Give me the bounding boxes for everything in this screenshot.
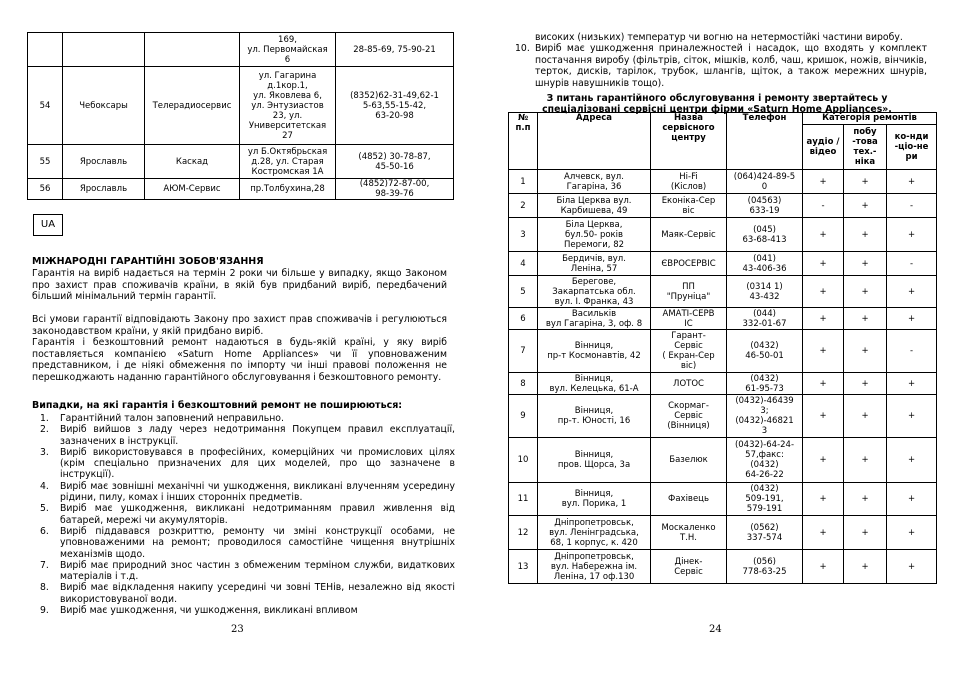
table-row [509,550,937,584]
cell-address: 169, ул. Первомайская 6 [240,33,336,67]
cell-c1: + [803,516,844,550]
cell-num: 9 [509,395,538,438]
cell-phone: (8352)62-31-49,62-1 5-63,55-15-42, 63-20-98 [336,67,454,145]
item-number: 10. [515,43,530,55]
cell-c1: - [803,194,844,218]
cell-c3: + [887,170,937,194]
cell-c1: + [803,276,844,308]
table-row [509,308,937,330]
table-row [509,194,937,218]
item-number: 9. [40,605,49,617]
cell-c2: + [844,438,887,483]
cell-company: АЮМ-Сервис [145,179,240,200]
cell-address: Вінниця, пр-т. Юності, 16 [538,395,651,438]
cell-phone: (045) 63-68-413 [727,218,803,252]
cell-address: Вінниця, пров. Щорса, 3а [538,438,651,483]
header-center-name: Назва сервісного центру [651,113,727,170]
cell-phone: (056) 778-63-25 [727,550,803,584]
list-item [32,503,455,526]
service-center-table-body [509,170,937,584]
item-text: високих (низьких) температур чи вогню на нетермостійкі частини виробу. [535,32,903,43]
header-num: № п.п [509,113,538,170]
item-text: Виріб має ушкодження, чи ушкодження, викликані впливом [60,605,358,617]
cell-num: 12 [509,516,538,550]
cell-c2: + [844,373,887,395]
service-center-table-ru [27,32,454,200]
cell-num: 7 [509,330,538,373]
cell-c3: + [887,516,937,550]
item-text: Виріб має ушкодження, викликані недотриманням правил живлення від батарей, мережі чи акумуляторів. [60,503,455,526]
item-number: 7. [40,559,49,571]
cell-num: 2 [509,194,538,218]
table-row [509,330,937,373]
table-row [509,395,937,438]
cell-address: Бердичів, вул. Леніна, 57 [538,252,651,276]
cell-phone: (04563) 633-19 [727,194,803,218]
cell-name: Дінек- Сервіс [651,550,727,584]
table-row [509,170,937,194]
cell-city: Чебоксары [63,67,145,145]
cell-c2: + [844,252,887,276]
table-row [509,276,937,308]
cell-address: Біла Церква, бул.50- років Перемоги, 82 [538,218,651,252]
cell-c3: + [887,218,937,252]
cell-name: ПП "Пруніца" [651,276,727,308]
cell-address: ул Б.Октябрьская д.28, ул. Старая Костромская 1А [240,145,336,179]
cell-phone: (0432) 61-95-73 [727,373,803,395]
cell-c3: + [887,483,937,516]
cell-company [145,33,240,67]
cell-c1: + [803,308,844,330]
cell-c1: + [803,438,844,483]
cell-c2: + [844,218,887,252]
service-center-table-ua [508,112,937,584]
cell-c3: + [887,373,937,395]
table-row [509,516,937,550]
cell-phone: (0562) 337-574 [727,516,803,550]
warranty-paragraph-1: Гарантія на виріб надається на термін 2 роки чи більше у випадку, якщо Законом про захист прав споживачів країни, в якій був придбаний виріб, передбачений більший мінімальний термін гарантії. [32,268,447,302]
cell-phone: (044) 332-01-67 [727,308,803,330]
header-address: Адреса [538,113,651,170]
cell-c2: + [844,395,887,438]
cell-address: ул. Гагарина д.1кор.1, ул. Яковлева 6, ул. Энтузиастов 23, ул. Университетская 27 [240,67,336,145]
cell-c3: - [887,252,937,276]
cell-phone: 28-85-69, 75-90-21 [336,33,454,67]
warranty-paragraph-3: Гарантія і безкоштовний ремонт надаються в будь-якій країні, у яку виріб поставляється компанією «Saturn Home Appliances» чи її уповноваженим представником, і де ніякі обмеження по імпорту чи інші правові положення не перешкоджають наданню гарантійного обслуговування і безкоштовного ремонту. [32,337,447,383]
cell-num: 3 [509,218,538,252]
list-item [32,560,455,583]
table-row [28,145,454,179]
list-item [32,447,455,481]
cell-address: пр.Толбухина,28 [240,179,336,200]
exclusions-title: Випадки, на які гарантія і безкоштовний ремонт не поширюються: [32,400,403,411]
cell-num [28,33,63,67]
warranty-paragraph-2: Всі умови гарантії відповідають Закону про захист прав споживачів і регулюються законодавством країни, у якій придбано виріб. [32,314,447,337]
cell-c3: - [887,194,937,218]
cell-c1: + [803,483,844,516]
cell-phone: (0432) 509-191, 579-191 [727,483,803,516]
cell-name: ЛОТОС [651,373,727,395]
cell-c1: + [803,550,844,584]
cell-name: ЄВРОСЕРВІС [651,252,727,276]
cell-name: Маяк-Сервіс [651,218,727,252]
cell-c1: + [803,218,844,252]
cell-name: АМАТІ-СЕРВ ІС [651,308,727,330]
item-text: Виріб має ушкодження приналежностей і насадок, що входять у комплект постачання виробу (фільтрів, сіток, мішків, колб, чаш, кришок, ножів, вінчиків, терток, дисків, тарілок, трубок, шлангів, щіток, а також мережних шнурів, шнурів навушників тощо). [535,43,927,89]
cell-phone: (4852) 30-78-87, 45-50-16 [336,145,454,179]
cell-c1: + [803,395,844,438]
list-item [32,481,455,504]
cell-c2: + [844,194,887,218]
cell-num: 5 [509,276,538,308]
section-title: МІЖНАРОДНІ ГАРАНТІЙНІ ЗОБОВ'ЯЗАННЯ [32,256,264,267]
cell-address: Вінниця, пр-т Космонавтів, 42 [538,330,651,373]
cell-city [63,33,145,67]
table-row [28,179,454,200]
language-badge: UA [33,214,63,236]
item-number: 8. [40,582,49,594]
cell-num: 13 [509,550,538,584]
cell-phone: (041) 43-406-36 [727,252,803,276]
cell-phone: (0432) 46-50-01 [727,330,803,373]
cell-c2: + [844,330,887,373]
exclusions-list [32,413,455,616]
cell-name: Базелюк [651,438,727,483]
cell-c1: + [803,373,844,395]
page-number: 23 [231,624,244,635]
table-row [509,252,937,276]
cell-address: Вінниця, вул. Келецька, 61-А [538,373,651,395]
cell-num: 55 [28,145,63,179]
cell-c2: + [844,483,887,516]
cell-c3: - [887,330,937,373]
table-row [28,33,454,67]
item-text: Виріб має зовнішні механічні чи ушкодження, викликані влученням усередину рідини, пилу, комах і інших сторонніх предметів. [60,480,455,504]
cell-c3: + [887,308,937,330]
header-air-conditioners: ко-нди -ціо-не ри [887,125,937,170]
cell-num: 54 [28,67,63,145]
item-text: Гарантійний талон заповнений неправильно. [60,413,284,424]
list-item [32,424,455,447]
cell-num: 6 [509,308,538,330]
cell-c3: + [887,438,937,483]
cell-name: Гарант- Сервіс ( Екран-Сер віс) [651,330,727,373]
cell-c2: + [844,170,887,194]
cell-c1: + [803,330,844,373]
cell-name: Фахівець [651,483,727,516]
table-row [28,67,454,145]
cell-c2: + [844,308,887,330]
cell-phone: (4852)72-87-00, 98-39-76 [336,179,454,200]
cell-city: Ярославль [63,179,145,200]
cell-company: Телерадиосервис [145,67,240,145]
cell-num: 11 [509,483,538,516]
cell-c3: + [887,550,937,584]
page-number: 24 [709,624,722,635]
item-number: 3. [40,446,49,458]
header-audio-video: аудіо / відео [803,125,844,170]
item-number: 5. [40,503,49,515]
table-row [509,483,937,516]
cell-company: Каскад [145,145,240,179]
cell-c2: + [844,276,887,308]
cell-address: Вінниця, вул. Порика, 1 [538,483,651,516]
header-categories: Категорія ремонтів [803,113,937,125]
list-item [32,582,455,605]
item-number: 6. [40,525,49,537]
cell-address: Біла Церква вул. Карбишева, 49 [538,194,651,218]
cell-c3: + [887,395,937,438]
cell-address: Дніпропетровськ, вул. Ленінградська, 68, 1 корпус, к. 420 [538,516,651,550]
list-item [505,32,927,43]
cell-c3: + [887,276,937,308]
cell-address: Дніпропетровськ, вул. Набережна ім. Леніна, 17 оф.130 [538,550,651,584]
item-number: 1. [40,413,49,424]
cell-name: Hi-Fi (Кіслов) [651,170,727,194]
cell-c1: + [803,170,844,194]
item-text: Виріб використовувався в професійних, комерційних чи промислових цілях (крім спеціально призначених для цих моделей, про що зазначене в інструкції). [60,446,455,481]
list-item [505,43,927,89]
list-item [32,605,455,616]
cell-address: Васильків вул Гагаріна, 3, оф. 8 [538,308,651,330]
cell-city: Ярославль [63,145,145,179]
cell-name: Москаленко Т.Н. [651,516,727,550]
cell-c2: + [844,550,887,584]
cell-address: Алчевск, вул. Гагаріна, 36 [538,170,651,194]
cell-c1: + [803,252,844,276]
table-row [509,438,937,483]
cell-name: Скормаг- Сервіс (Вінниця) [651,395,727,438]
header-appliances: побу -това тех.- ніка [844,125,887,170]
cell-phone: (0432)-64-24- 57,факс: (0432) 64-26-22 [727,438,803,483]
item-text: Виріб має природний знос частин з обмеженим терміном служби, видаткових матеріалів і т.д. [60,559,455,583]
cell-name: Еконіка-Сер віс [651,194,727,218]
cell-num: 10 [509,438,538,483]
cell-phone: (0432)-46439 3; (0432)-46821 3 [727,395,803,438]
item-text: Виріб піддавався розкриттю, ремонту чи зміні конструкції особами, не уповноваженими на ремонт; проводилося самостійне чищення внутрішніх механізмів щодо. [60,525,455,560]
header-phone: Телефон [727,113,803,170]
exclusions-list-continued [505,32,927,89]
cell-num: 4 [509,252,538,276]
cell-num: 8 [509,373,538,395]
list-item [32,413,455,424]
item-text: Виріб має відкладення накипу усередині чи зовні ТЕНів, незалежно від якості використовуваної води. [60,582,455,605]
cell-num: 56 [28,179,63,200]
item-text: Виріб вийшов з ладу через недотримання Покупцем правил експлуатації, зазначених в інструкції. [60,424,455,447]
table-row [509,373,937,395]
cell-num: 1 [509,170,538,194]
cell-phone: (0314 1) 43-432 [727,276,803,308]
item-number: 4. [40,480,49,492]
list-item [32,526,455,560]
right-page [477,0,954,675]
service-centers-heading: З питань гарантійного обслуговування і ремонту звертайтесь у спеціалізовані сервісні центри фірми «Saturn Home Appliances». [542,93,892,116]
item-number: 2. [40,424,49,436]
cell-c2: + [844,516,887,550]
cell-phone: (064)424-89-5 0 [727,170,803,194]
table-row [509,218,937,252]
service-center-table-body [28,33,454,200]
cell-address: Берегове, Закарпатська обл. вул. І. Франка, 43 [538,276,651,308]
